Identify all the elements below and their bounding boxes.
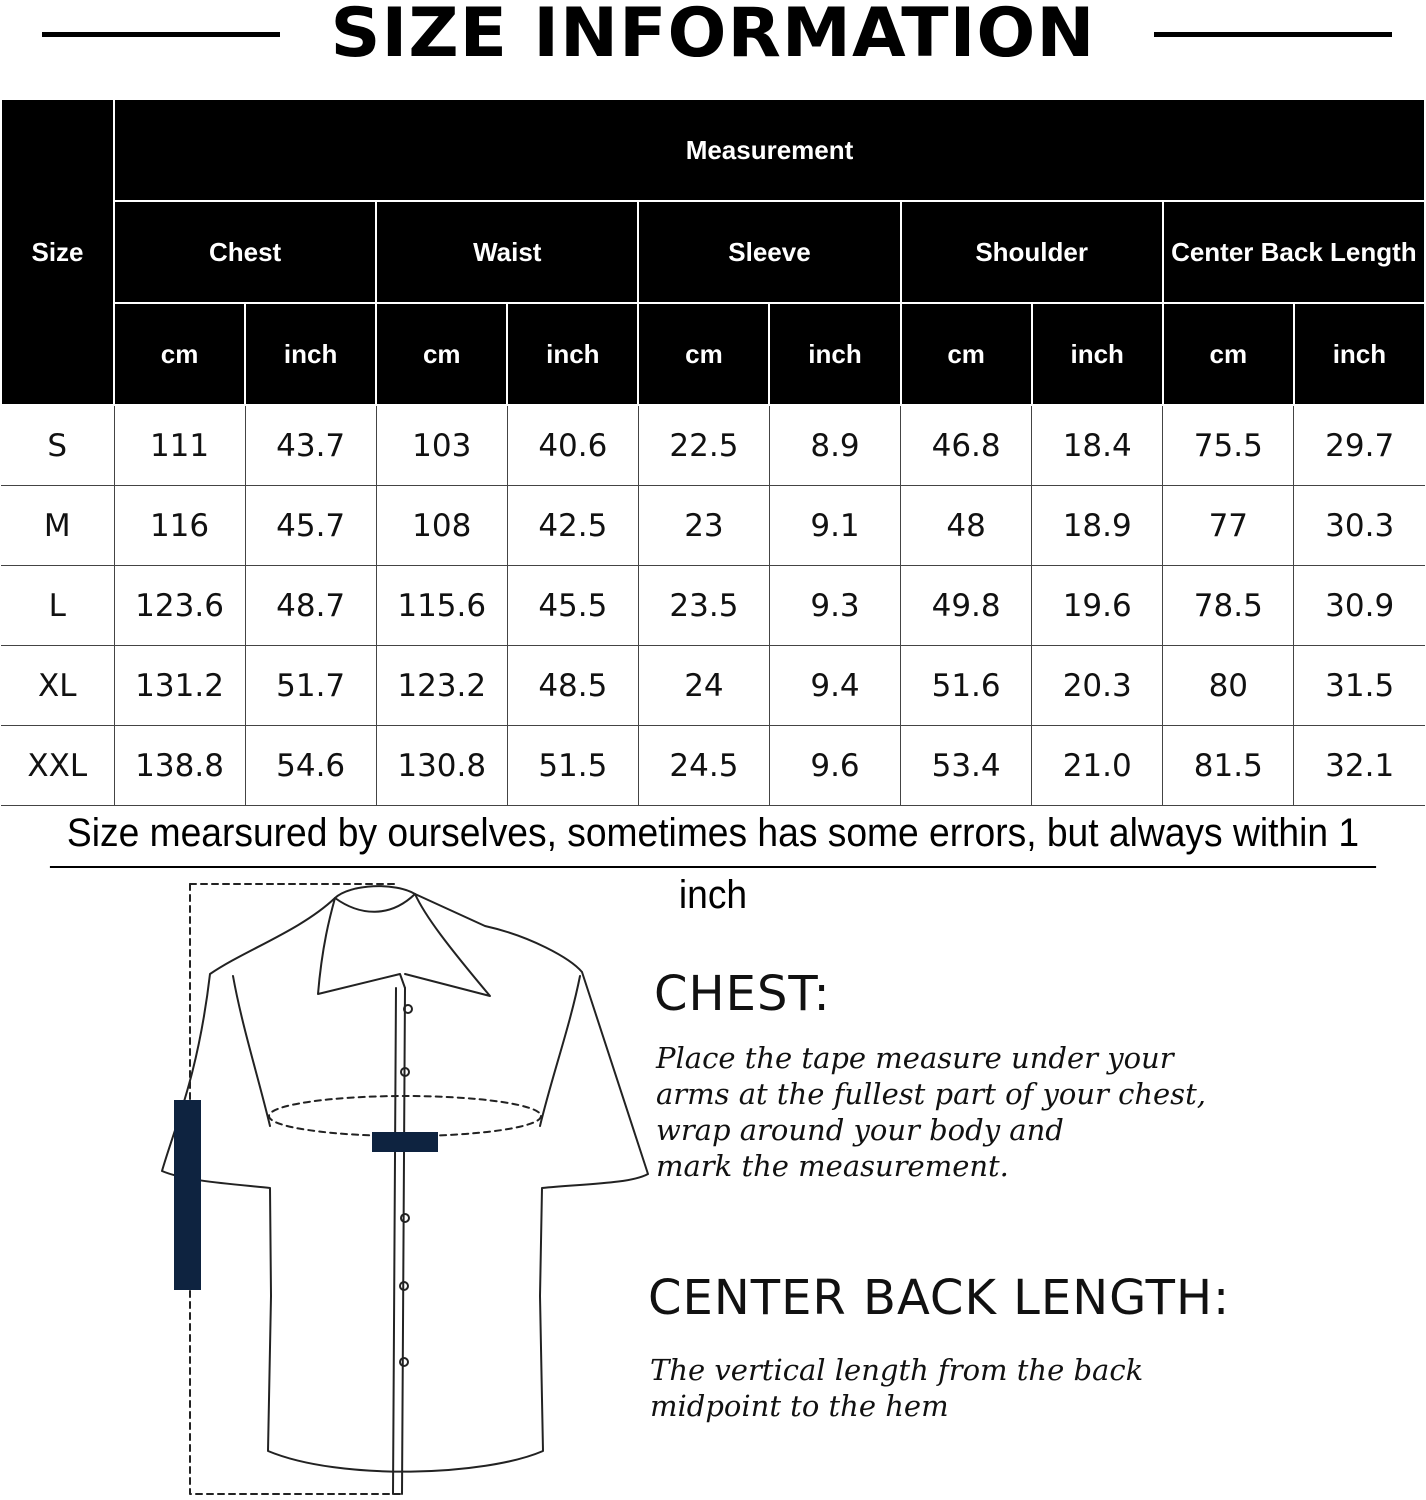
chest-line: wrap around your body and [656,1113,1064,1147]
title-bar [0,0,1426,96]
table-cell: 54.6 [245,726,376,806]
table-cell: 115.6 [376,566,507,646]
sleeve-tape-mark [174,1100,201,1290]
table-cell: 116 [114,486,245,566]
table-cell: 18.9 [1032,486,1163,566]
table-row [1,566,1425,646]
size-cell: XXL [1,726,114,806]
table-cell: 24 [638,646,769,726]
table-row [1,405,1425,486]
chest-tape-mark [372,1132,438,1152]
table-cell: 9.6 [769,726,900,806]
table-cell: 31.5 [1294,646,1425,726]
table-cell: 30.9 [1294,566,1425,646]
table-cell: 80 [1163,646,1294,726]
button-dot [401,1214,409,1222]
table-row [1,486,1425,566]
group-header-center-back-length: Center Back Length [1163,201,1425,303]
page-title: SIZE INFORMATION [330,0,1096,73]
table-cell: 53.4 [901,726,1032,806]
group-header-waist: Waist [376,201,638,303]
title-rule-right [1154,32,1392,37]
table-cell: 77 [1163,486,1294,566]
table-cell: 75.5 [1163,405,1294,486]
table-cell: 45.5 [507,566,638,646]
shirt-illustration [150,876,660,1496]
table-cell: 22.5 [638,405,769,486]
table-cell: 81.5 [1163,726,1294,806]
center-back-line: The vertical length from the back [650,1353,1144,1387]
table-cell: 51.5 [507,726,638,806]
table-cell: 138.8 [114,726,245,806]
group-header-chest: Chest [114,201,376,303]
table-cell: 42.5 [507,486,638,566]
table-cell: 123.2 [376,646,507,726]
unit-header: cm [114,303,245,405]
unit-header: inch [1032,303,1163,405]
measurement-note: Size mearsured by ourselves, sometimes has some errors, but always within 1 inch [50,802,1376,868]
table-cell: 30.3 [1294,486,1425,566]
chest-title: CHEST: [654,966,831,1022]
unit-header: cm [376,303,507,405]
chest-line: arms at the fullest part of your chest, [656,1077,1206,1111]
table-row [1,726,1425,806]
measurement-header: Measurement [114,99,1425,201]
unit-header: inch [507,303,638,405]
group-header-sleeve: Sleeve [638,201,900,303]
chest-line: Place the tape measure under your [656,1041,1174,1075]
table-cell: 131.2 [114,646,245,726]
table-cell: 45.7 [245,486,376,566]
size-header: Size [1,99,114,405]
table-cell: 48.5 [507,646,638,726]
table-cell: 108 [376,486,507,566]
unit-header: inch [1294,303,1425,405]
center-back-line: midpoint to the hem [650,1389,949,1423]
table-cell: 19.6 [1032,566,1163,646]
table-cell: 32.1 [1294,726,1425,806]
size-cell: XL [1,646,114,726]
table-cell: 8.9 [769,405,900,486]
unit-header: cm [638,303,769,405]
unit-header: inch [245,303,376,405]
unit-header-row [1,303,1425,405]
table-cell: 9.4 [769,646,900,726]
table-cell: 9.3 [769,566,900,646]
button-dot [400,1358,408,1366]
table-cell: 49.8 [901,566,1032,646]
size-cell: L [1,566,114,646]
unit-header: inch [769,303,900,405]
table-row [1,646,1425,726]
group-header-row [1,201,1425,303]
table-cell: 111 [114,405,245,486]
table-cell: 48 [901,486,1032,566]
table-cell: 23 [638,486,769,566]
table-cell: 23.5 [638,566,769,646]
table-cell: 78.5 [1163,566,1294,646]
chest-description [656,1040,1206,1184]
center-back-title: CENTER BACK LENGTH: [648,1270,1231,1326]
table-cell: 20.3 [1032,646,1163,726]
table-cell: 9.1 [769,486,900,566]
center-back-description [650,1352,1143,1424]
table-cell: 24.5 [638,726,769,806]
table-cell: 18.4 [1032,405,1163,486]
chest-line: mark the measurement. [656,1149,1009,1183]
table-cell: 40.6 [507,405,638,486]
table-cell: 21.0 [1032,726,1163,806]
table-cell: 48.7 [245,566,376,646]
size-cell: S [1,405,114,486]
table-cell: 51.6 [901,646,1032,726]
table-cell: 46.8 [901,405,1032,486]
unit-header: cm [1163,303,1294,405]
size-cell: M [1,486,114,566]
unit-header: cm [901,303,1032,405]
size-table [0,98,1426,806]
length-guide-side [190,884,405,1494]
table-cell: 123.6 [114,566,245,646]
group-header-shoulder: Shoulder [901,201,1163,303]
table-cell: 103 [376,405,507,486]
table-cell: 29.7 [1294,405,1425,486]
table-cell: 130.8 [376,726,507,806]
table-cell: 43.7 [245,405,376,486]
table-cell: 51.7 [245,646,376,726]
